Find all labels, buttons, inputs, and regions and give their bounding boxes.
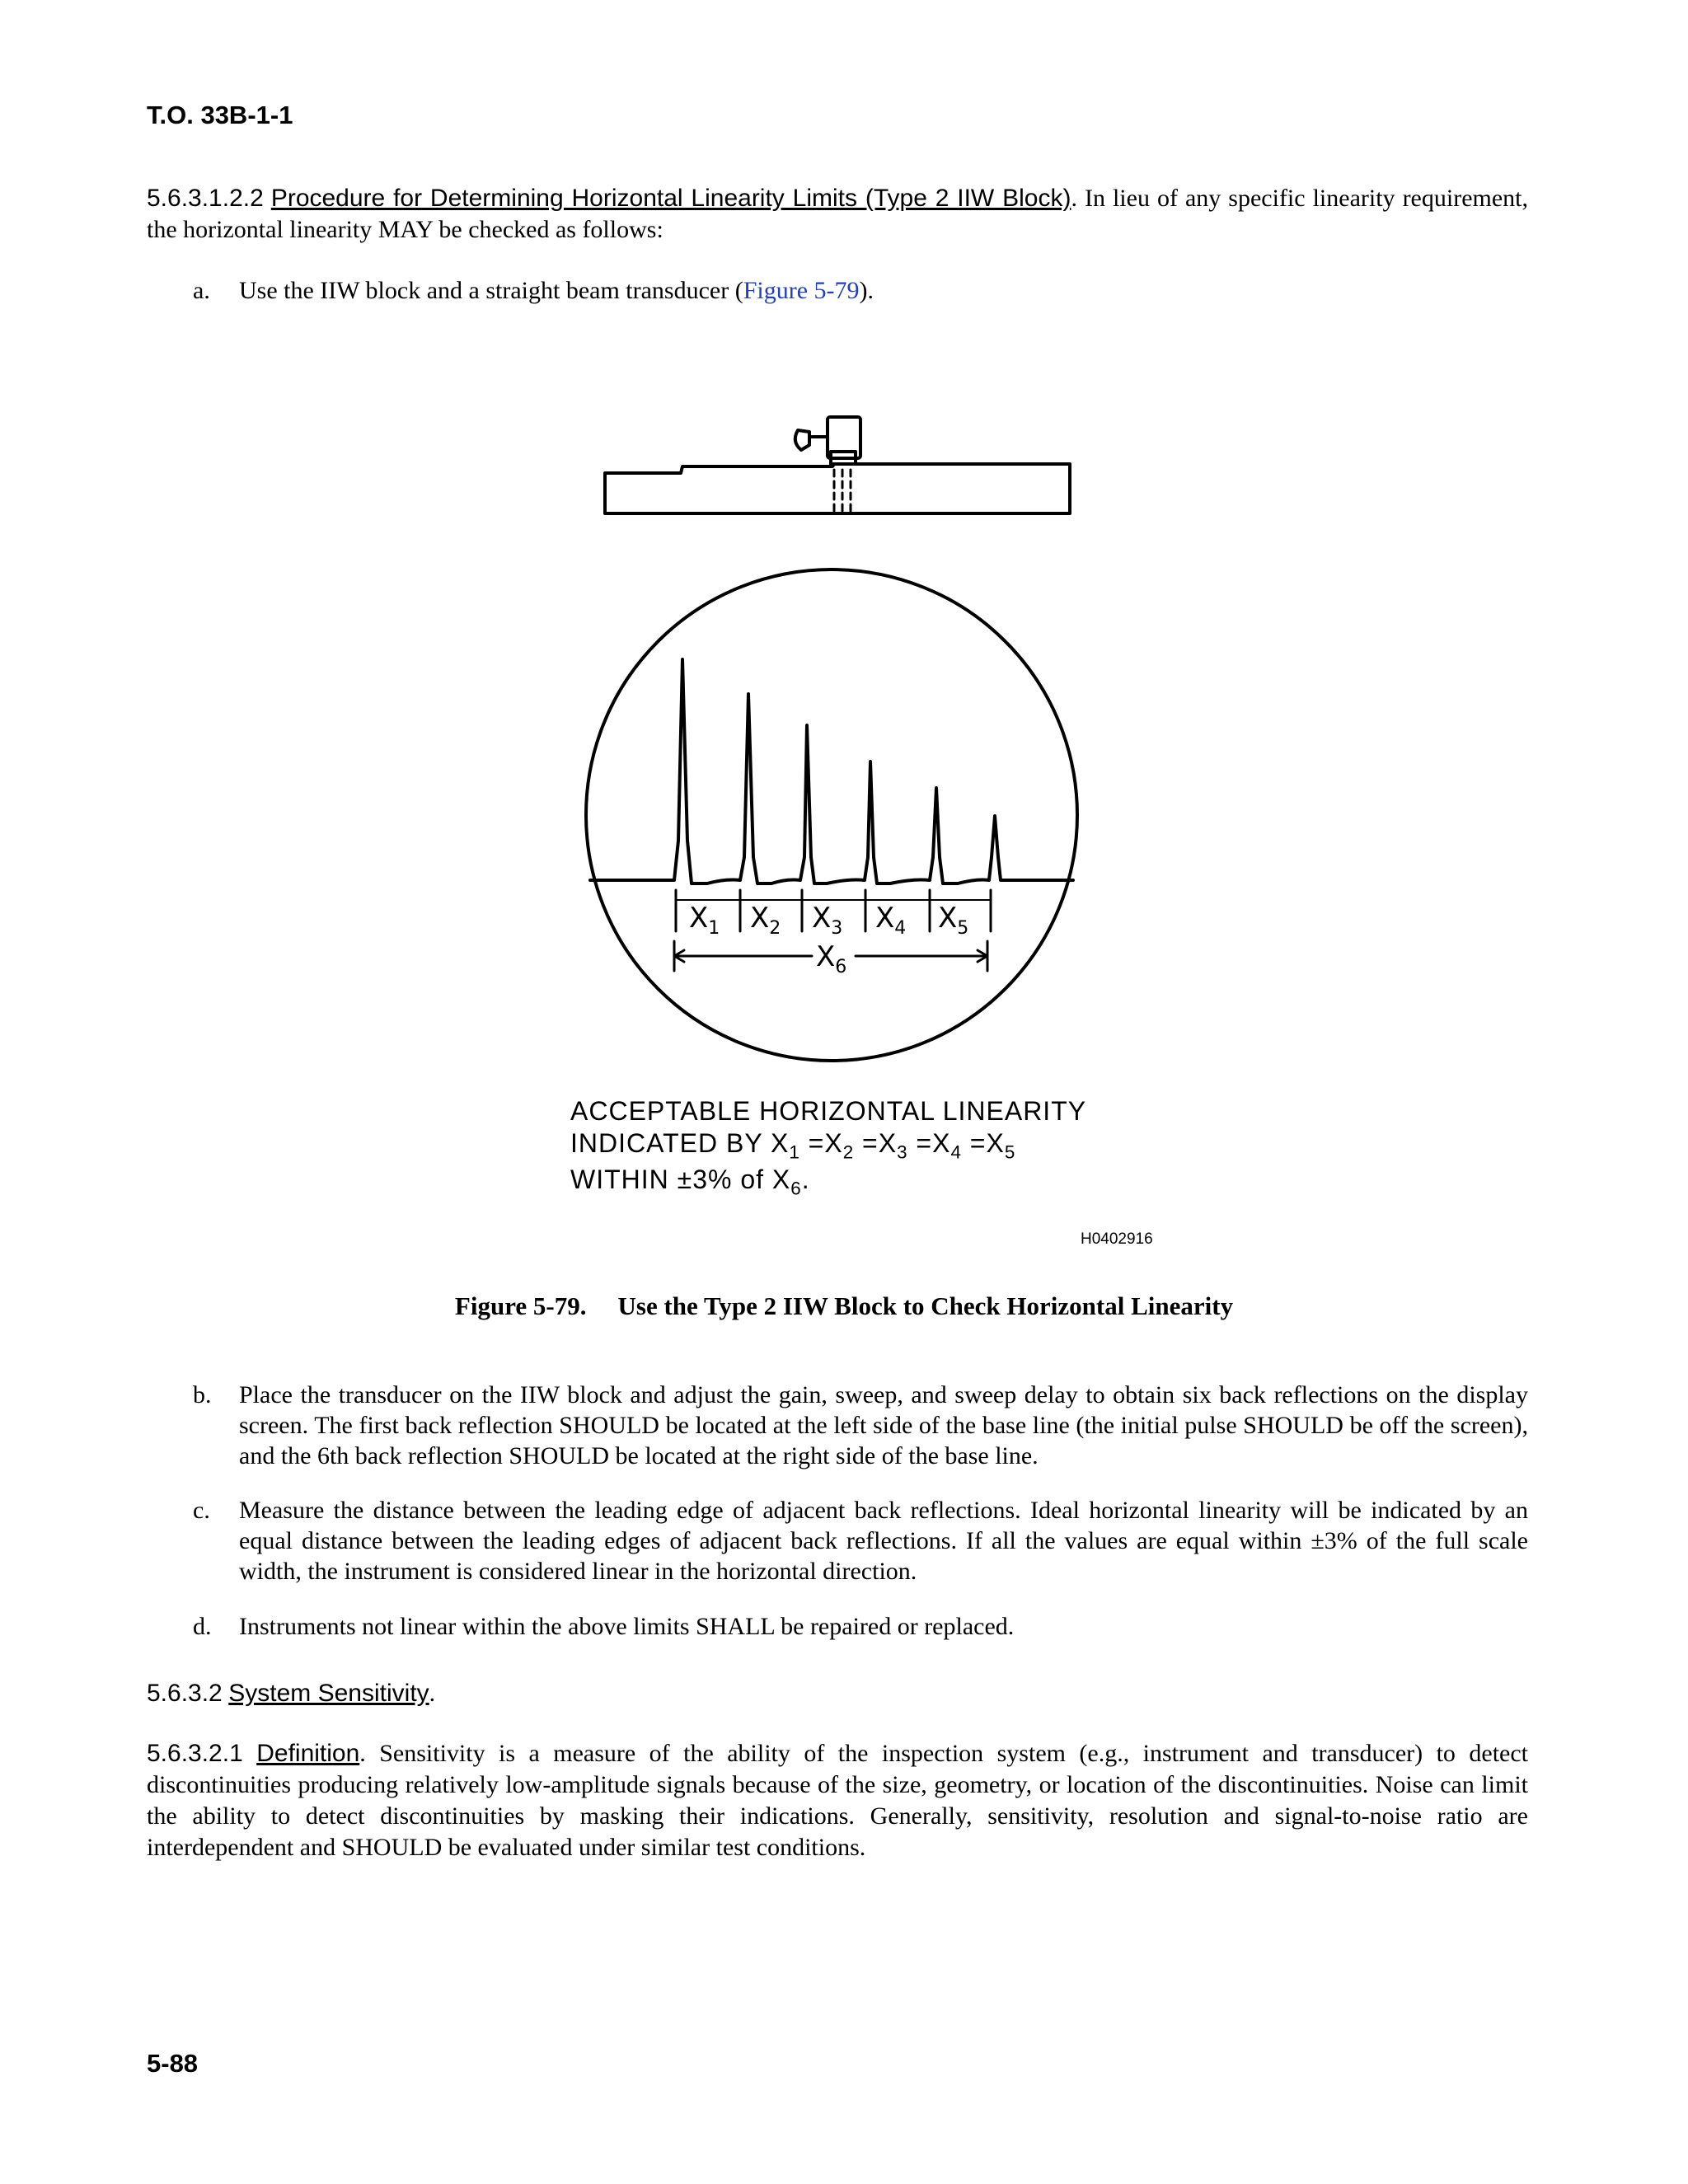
document-id-header: T.O. 33B-1-1 [147,101,293,129]
section-title: Definition [256,1740,360,1767]
step-c [193,1495,1528,1586]
sound-beam [834,470,851,511]
section-number: 5.6.3.1.2.2 [147,185,264,212]
figure-5-79-link[interactable]: Figure 5-79 [743,277,860,304]
section-title: Procedure for Determining Horizontal Linearity Limits (Type 2 IIW Block) [270,185,1071,212]
step-d-text: Instruments not linear within the above limits SHALL be repaired or replaced. [239,1613,1015,1640]
section-number: 5.6.3.2.1 [147,1740,243,1767]
x4-label: $X_4$ [875,902,907,939]
step-marker: a. [193,277,210,304]
x5-label: $X_5$ [938,902,969,939]
section-5631222-paragraph: 5.6.3.1.2.2 Procedure for Determining Horizontal Linearity Limits (Type 2 IIW Block). In lieu of any specific linearity requirement, the horizontal linearity MAY be checked as follows: [147,185,1529,243]
step-marker: b. [193,1381,212,1408]
figure-note-line-2: INDICATED BY $X_1 =X_2 =X_3 =X_4 =X_5$ [570,1128,1016,1163]
figure-id: H0402916 [1081,1230,1153,1248]
section-number: 5.6.3.2 [147,1680,223,1707]
step-marker: c. [193,1497,210,1524]
section-text: Sensitivity is a measure of the ability of the inspection system (e.g., instrument and transducer) to detect discontinuities producing relatively low-amplitude signals because of the size, geometry, or location of the discontinuities. Noise can limit the ability to detect discontinuities by masking their indications. Generally, sensitivity, resolution and signal-to-noise ratio are interdependent and SHOULD be evaluated under similar test conditions. [147,1740,1528,1861]
figure-caption-number: Figure 5-79. [454,1291,587,1320]
figure-note [570,1096,1086,1200]
step-marker: d. [193,1613,212,1640]
figure-note-line-3: WITHIN ±3% of $X_6$. [570,1165,810,1199]
step-d [193,1611,1528,1642]
step-b-text: Place the transducer on the IIW block and adjust the gain, sweep, and sweep delay to obtain six back reflections on the display screen. The first back reflection SHOULD be located at the left side of the base line (the initial pulse SHOULD be off the screen), and the 6th back reflection SHOULD be located at the right side of the base line. [239,1381,1528,1469]
display-screen-circle [586,569,1077,1061]
figure-5-79-drawing [569,404,1113,1063]
section-5632-heading: 5.6.3.2 System Sensitivity. [147,1680,436,1707]
x2-label: $X_2$ [750,902,781,939]
step-a-text-after: ). [859,277,874,304]
section-text: In lieu of any specific linearity requirement, the horizontal linearity MAY be checked as follows: [147,185,1529,243]
iiw-block-outline [605,464,1070,513]
x3-label: $X_3$ [812,902,843,939]
step-a [193,275,1528,306]
step-a-text-before: Use the IIW block and a straight beam transducer ( [239,277,743,304]
figure-caption [0,1291,1688,1321]
step-c-text: Measure the distance between the leading edge of adjacent back reflections. Ideal horizontal linearity will be indicated by an equal distance between the leading edges of adjacent back reflections. If all the values are equal within ±3% of the full scale width, the instrument is considered linear in the horizontal direction. [239,1497,1528,1585]
figure-note-line-1: ACCEPTABLE HORIZONTAL LINEARITY [570,1096,1087,1126]
figure-caption-title: Use the Type 2 IIW Block to Check Horizontal Linearity [617,1291,1234,1320]
x6-label: $X_6$ [816,940,847,977]
step-b [193,1380,1528,1471]
section-title: System Sensitivity [228,1680,429,1707]
section-56321-paragraph: 5.6.3.2.1 Definition. Sensitivity is a measure of the ability of the inspection system (e.g., instrument and transducer) to detect discontinuities producing relatively low-amplitude signals because of the size, geometry, or location of the discontinuities. Noise can limit the ability to detect discontinuities by masking their indications. Generally, sensitivity, resolution and signal-to-noise ratio are interdependent and SHOULD be evaluated under similar test conditions. [147,1740,1528,1861]
x1-label: $X_1$ [689,902,720,939]
page-number: 5-88 [147,2049,199,2078]
a-scan-trace [590,659,1073,883]
